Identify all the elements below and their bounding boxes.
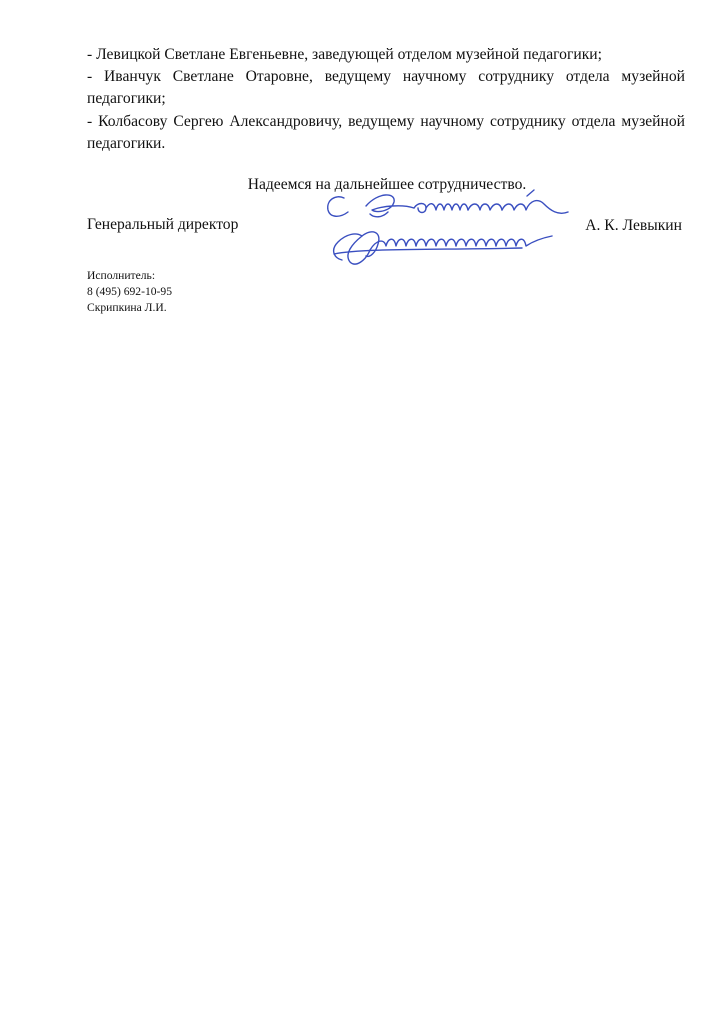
signatory-name: А. К. Левыкин [585, 217, 682, 234]
list-item: - Колбасову Сергею Александровичу, ведущему научному сотруднику отдела музейной педагогики. [87, 112, 685, 152]
signatory-title: Генеральный директор [87, 216, 239, 233]
list-item: - Левицкой Светлане Евгеньевне, заведующей отделом музейной педагогики; [87, 46, 602, 63]
letter-body [87, 44, 685, 155]
executor-block [87, 268, 172, 317]
executor-label: Исполнитель: [87, 269, 156, 282]
closing-line: Надеемся на дальнейшее сотрудничество. [247, 176, 527, 193]
handwritten-signature [322, 188, 572, 270]
executor-phone: 8 (495) 692-10-95 [87, 285, 173, 299]
list-item: - Иванчук Светлане Отаровне, ведущему научному сотруднику отдела музейной педагогики; [87, 68, 685, 108]
executor-name: Скрипкина Л.И. [87, 301, 167, 315]
